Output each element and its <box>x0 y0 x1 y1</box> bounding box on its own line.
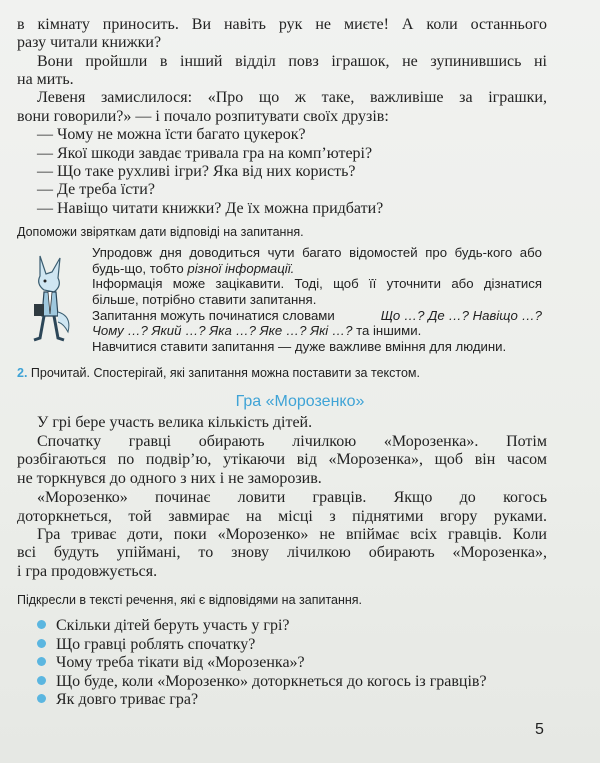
info-emphasis: Що …? Де …? Навіщо …? <box>380 307 542 323</box>
question-item <box>37 673 487 691</box>
story-title: Гра «Морозенко» <box>235 393 365 410</box>
info-line: більше, потрібно ставити запитання. <box>92 292 317 308</box>
text-line: разу читали книжки? <box>17 34 162 51</box>
info-emphasis: Чому …? Який …? Яка …? Яке …? Які …? <box>92 323 353 339</box>
text-line: в кімнату приносить. Ви навіть рук не миєте! А коли останнього <box>17 16 547 33</box>
text-line: Левеня замислилося: «Про що ж таке, важливіше за іграшки, <box>37 89 547 106</box>
page-number: 5 <box>535 721 544 738</box>
task-instruction: Прочитай. Спостерігай, які запитання можна поставити за текстом. <box>27 366 420 380</box>
text-line: вони говорили?» — і почало розпитувати своїх друзів: <box>17 108 389 125</box>
dialogue-line: — Що таке рухливі ігри? Яка від них користь? <box>37 163 356 180</box>
bullet-icon <box>37 657 46 666</box>
dialogue-line: — Де треба їсти? <box>37 181 155 198</box>
info-text: Запитання можуть починатися словами <box>92 307 335 323</box>
info-line: Упродовж дня доводиться чути багато відомостей про будь-кого або <box>92 245 542 260</box>
text-line: У грі бере участь велика кількість дітей. <box>37 414 313 431</box>
question-item <box>37 691 198 709</box>
question-item <box>37 654 305 672</box>
bullet-icon <box>37 620 46 629</box>
question-item <box>37 636 255 654</box>
question-text: Як довго триває гра? <box>56 691 199 708</box>
info-box <box>92 245 542 355</box>
dialogue-line: — Навіщо читати книжки? Де їх можна придбати? <box>37 200 384 217</box>
question-text: Що буде, коли «Морозенко» доторкнеться до когось із гравців? <box>56 673 487 690</box>
question-text: Чому треба тікати від «Морозенка»? <box>56 654 305 671</box>
text-line: всі будуть упіймані, то знову лічилкою обирають «Морозенка», <box>17 544 547 561</box>
bullet-icon <box>37 676 46 685</box>
fox-illustration <box>30 254 72 346</box>
info-text: будь-що, тобто <box>92 260 188 276</box>
question-item <box>37 617 290 635</box>
text-line: доторкнеться, той завмирає на місці з піднятими вгору руками. <box>17 508 547 525</box>
text-line: не торкнувся до одного з них і не заморозив. <box>17 470 322 487</box>
text-line: «Морозенко» починає ловити гравців. Якщо до когось <box>37 489 547 506</box>
info-text: та іншими. <box>352 323 422 339</box>
question-text: Скільки дітей беруть участь у грі? <box>56 617 290 634</box>
info-line: Навчитися ставити запитання — дуже важливе вміння для людини. <box>92 339 507 355</box>
text-line: на мить. <box>17 71 74 88</box>
text-line: Спочатку гравці обирають лічилкою «Морозенка». Потім <box>37 433 547 450</box>
text-line: Вони пройшли в інший відділ повз іграшок, не зупинившись ні <box>37 53 547 70</box>
info-line: Інформація може зацікавити. Тоді, щоб її уточнити або дізнатися <box>92 276 542 292</box>
info-emphasis: різної інформації. <box>187 260 295 276</box>
text-line: і гра продовжується. <box>17 563 158 580</box>
task-instruction: Допоможи звіряткам дати відповіді на запитання. <box>17 225 304 239</box>
text-line: розбігаються по подвір’ю, утікаючи від «Морозенка», щоб він часом <box>17 451 547 468</box>
text-line: Гра триває доти, поки «Морозенко» не впіймає всіх гравців. Коли <box>37 526 547 543</box>
bullet-icon <box>37 639 46 648</box>
dialogue-line: — Якої шкоди завдає тривала гра на комп’ютері? <box>37 145 373 162</box>
task-instruction: Підкресли в тексті речення, які є відповідями на запитання. <box>17 593 363 607</box>
bullet-icon <box>37 694 46 703</box>
dialogue-line: — Чому не можна їсти багато цукерок? <box>37 126 306 143</box>
question-text: Що гравці роблять спочатку? <box>56 636 256 653</box>
task-number: 2. <box>17 366 28 380</box>
